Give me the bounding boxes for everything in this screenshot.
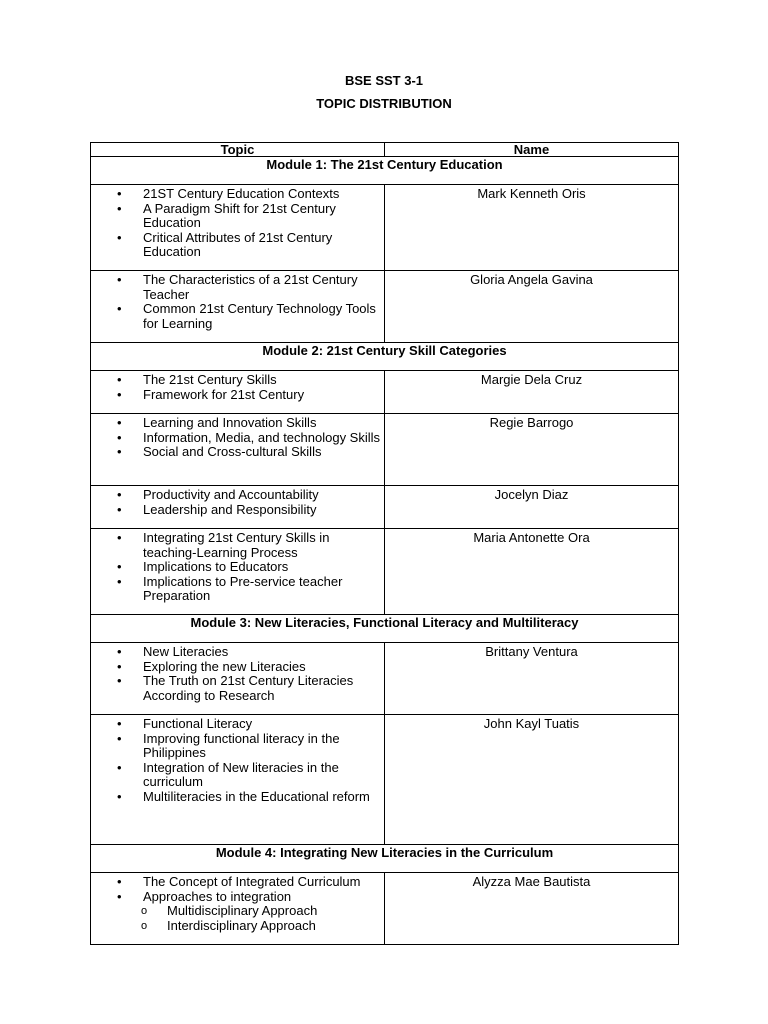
- topic-item: • The Concept of Integrated Curriculum: [143, 875, 384, 890]
- subtopic-item: o Multidisciplinary Approach: [167, 904, 384, 919]
- topic-item: • Critical Attributes of 21st Century Education: [143, 231, 384, 260]
- assignee-name: Margie Dela Cruz: [385, 371, 679, 414]
- table-row: [91, 643, 679, 715]
- topic-item: • Information, Media, and technology Skills: [143, 431, 384, 446]
- module-heading: Module 1: The 21st Century Education: [91, 157, 679, 185]
- table-row: [91, 414, 679, 486]
- topic-cell: [91, 529, 385, 615]
- topic-list: [91, 645, 384, 703]
- topic-item: • Common 21st Century Technology Tools for Learning: [143, 302, 384, 331]
- topic-cell: [91, 414, 385, 486]
- topic-item: • Integrating 21st Century Skills in teaching-Learning Process: [143, 531, 384, 560]
- module-heading: Module 2: 21st Century Skill Categories: [91, 343, 679, 371]
- topic-item: • Learning and Innovation Skills: [143, 416, 384, 431]
- table-row: [91, 371, 679, 414]
- topic-item: • Integration of New literacies in the curriculum: [143, 761, 384, 790]
- topic-item: • Multiliteracies in the Educational reform: [143, 790, 384, 805]
- topic-list: [91, 488, 384, 517]
- topic-item: • Implications to Pre-service teacher Preparation: [143, 575, 384, 604]
- topic-list: [91, 875, 384, 933]
- module-heading-row: [91, 157, 679, 185]
- assignee-name: Regie Barrogo: [385, 414, 679, 486]
- topic-cell: [91, 185, 385, 271]
- topic-item: • Framework for 21st Century: [143, 388, 384, 403]
- topic-item: • The 21st Century Skills: [143, 373, 384, 388]
- topic-item: • Social and Cross-cultural Skills: [143, 445, 384, 460]
- table-header-row: [91, 143, 679, 157]
- module-heading-row: [91, 615, 679, 643]
- table-row: [91, 873, 679, 945]
- assignee-name: Gloria Angela Gavina: [385, 271, 679, 343]
- topic-cell: [91, 371, 385, 414]
- topic-item: • A Paradigm Shift for 21st Century Education: [143, 202, 384, 231]
- assignee-name: Alyzza Mae Bautista: [385, 873, 679, 945]
- assignee-name: John Kayl Tuatis: [385, 715, 679, 845]
- topic-item: • Functional Literacy: [143, 717, 384, 732]
- subtopic-item: o Interdisciplinary Approach: [167, 919, 384, 934]
- topic-item: • Approaches to integration: [143, 890, 384, 905]
- topic-list: [91, 273, 384, 331]
- topic-item: • Improving functional literacy in the Philippines: [143, 732, 384, 761]
- assignee-name: Maria Antonette Ora: [385, 529, 679, 615]
- topic-item: • The Truth on 21st Century Literacies According to Research: [143, 674, 384, 703]
- table-row: [91, 486, 679, 529]
- document-title: BSE SST 3-1: [344, 73, 424, 88]
- document-subtitle: TOPIC DISTRIBUTION: [316, 96, 452, 111]
- topic-cell: [91, 873, 385, 945]
- topic-cell: [91, 486, 385, 529]
- topic-cell: [91, 271, 385, 343]
- module-heading: Module 4: Integrating New Literacies in the Curriculum: [91, 845, 679, 873]
- module-heading-row: [91, 845, 679, 873]
- topic-item: • The Characteristics of a 21st Century Teacher: [143, 273, 384, 302]
- assignee-name: Brittany Ventura: [385, 643, 679, 715]
- header-topic: Topic: [91, 143, 385, 157]
- topic-list: [91, 416, 384, 460]
- topic-item: • Implications to Educators: [143, 560, 384, 575]
- topic-cell: [91, 715, 385, 845]
- topic-distribution-table: [90, 142, 679, 945]
- assignee-name: Mark Kenneth Oris: [385, 185, 679, 271]
- table-row: [91, 529, 679, 615]
- topic-item: • Productivity and Accountability: [143, 488, 384, 503]
- header-name: Name: [385, 143, 679, 157]
- table-row: [91, 271, 679, 343]
- topic-cell: [91, 643, 385, 715]
- module-heading-row: [91, 343, 679, 371]
- topic-item: • 21ST Century Education Contexts: [143, 187, 384, 202]
- topic-list: [91, 373, 384, 402]
- table-row: [91, 715, 679, 845]
- topic-item: • New Literacies: [143, 645, 384, 660]
- assignee-name: Jocelyn Diaz: [385, 486, 679, 529]
- topic-list: [91, 187, 384, 260]
- topic-list: [91, 717, 384, 804]
- table-row: [91, 185, 679, 271]
- topic-item: • Exploring the new Literacies: [143, 660, 384, 675]
- topic-item: • Leadership and Responsibility: [143, 503, 384, 518]
- topic-list: [91, 531, 384, 604]
- module-heading: Module 3: New Literacies, Functional Literacy and Multiliteracy: [91, 615, 679, 643]
